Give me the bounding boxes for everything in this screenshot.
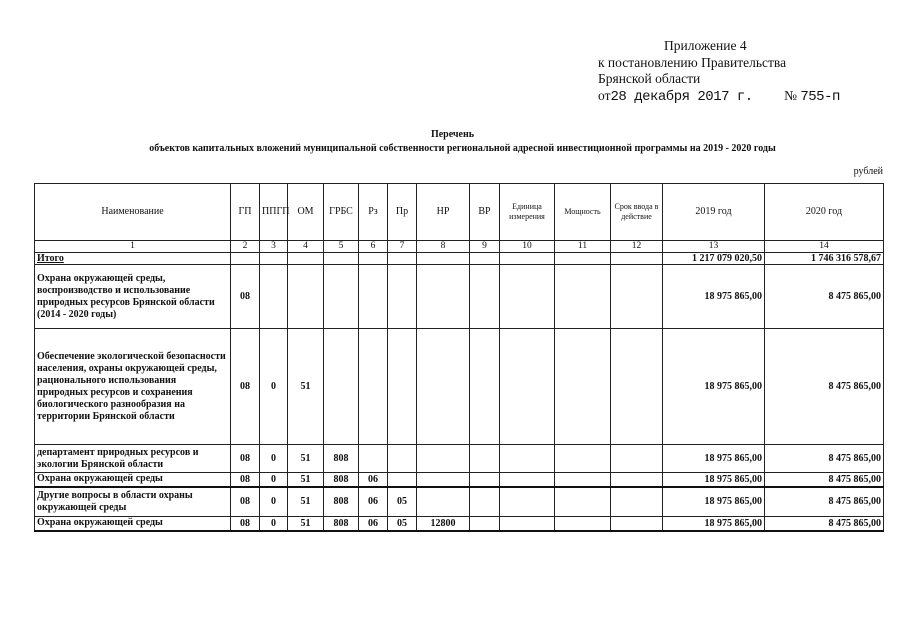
col-header-capacity: Мощность bbox=[555, 184, 611, 241]
table-row bbox=[35, 487, 884, 517]
column-number: 3 bbox=[260, 241, 288, 253]
row-name: Другие вопросы в области охраны окружающей среды bbox=[35, 487, 231, 517]
row-ppgp: 0 bbox=[260, 473, 288, 487]
row-vr bbox=[470, 265, 500, 329]
row-vr bbox=[470, 487, 500, 517]
row-pr bbox=[388, 445, 417, 473]
column-number: 12 bbox=[611, 241, 663, 253]
total-2020: 1 746 316 578,67 bbox=[765, 253, 884, 265]
total-row bbox=[35, 253, 884, 265]
row-nr bbox=[417, 473, 470, 487]
row-grbs: 808 bbox=[324, 487, 359, 517]
row-2019: 18 975 865,00 bbox=[663, 265, 765, 329]
row-grbs bbox=[324, 329, 359, 445]
table-row bbox=[35, 445, 884, 473]
appendix-date-line bbox=[598, 88, 840, 106]
row-gp: 08 bbox=[231, 445, 260, 473]
row-grbs: 808 bbox=[324, 445, 359, 473]
row-2020: 8 475 865,00 bbox=[765, 445, 884, 473]
total-label: Итого bbox=[35, 253, 231, 265]
row-rz: 06 bbox=[359, 473, 388, 487]
col-header-name: Наименование bbox=[35, 184, 231, 241]
row-grbs bbox=[324, 265, 359, 329]
row-2019: 18 975 865,00 bbox=[663, 487, 765, 517]
col-header-gp: ГП bbox=[231, 184, 260, 241]
appendix-region-line: Брянской области bbox=[598, 71, 701, 86]
column-number: 2 bbox=[231, 241, 260, 253]
row-rz: 06 bbox=[359, 487, 388, 517]
resolution-date: 28 декабря 2017 г. bbox=[610, 88, 753, 105]
row-om: 51 bbox=[288, 517, 324, 531]
row-2020: 8 475 865,00 bbox=[765, 265, 884, 329]
column-number: 10 bbox=[500, 241, 555, 253]
row-om: 51 bbox=[288, 329, 324, 445]
row-ppgp: 0 bbox=[260, 517, 288, 531]
row-om: 51 bbox=[288, 473, 324, 487]
col-header-vr: ВР bbox=[470, 184, 500, 241]
document-title: Перечень bbox=[430, 129, 475, 140]
col-header-rz: Рз bbox=[359, 184, 388, 241]
row-vr bbox=[470, 517, 500, 531]
unit-label: рублей bbox=[853, 166, 883, 177]
row-rz bbox=[359, 265, 388, 329]
row-ppgp: 0 bbox=[260, 445, 288, 473]
row-grbs: 808 bbox=[324, 473, 359, 487]
row-vr bbox=[470, 473, 500, 487]
row-pr bbox=[388, 265, 417, 329]
table-row bbox=[35, 473, 884, 487]
appendix-title: Приложение 4 bbox=[664, 38, 747, 53]
row-2020: 8 475 865,00 bbox=[765, 473, 884, 487]
row-rz bbox=[359, 445, 388, 473]
row-ppgp: 0 bbox=[260, 329, 288, 445]
number-label: № bbox=[784, 87, 797, 103]
row-name: департамент природных ресурсов и экологии Брянской области bbox=[35, 445, 231, 473]
column-number: 4 bbox=[288, 241, 324, 253]
row-nr bbox=[417, 445, 470, 473]
row-2020: 8 475 865,00 bbox=[765, 329, 884, 445]
column-number: 11 bbox=[555, 241, 611, 253]
document-subtitle: объектов капитальных вложений муниципальной собственности региональной адресной инвестиционной программы на 2019 - 2020 годы bbox=[149, 143, 776, 154]
col-header-unit: Единица измерения bbox=[500, 184, 555, 241]
col-header-2019: 2019 год bbox=[663, 184, 765, 241]
col-header-commissioning: Срок ввода в действие bbox=[611, 184, 663, 241]
header-row bbox=[35, 184, 884, 241]
column-number: 6 bbox=[359, 241, 388, 253]
date-prefix: от bbox=[598, 87, 611, 103]
row-pr bbox=[388, 473, 417, 487]
row-gp: 08 bbox=[231, 265, 260, 329]
row-rz: 06 bbox=[359, 517, 388, 531]
total-2019: 1 217 079 020,50 bbox=[663, 253, 765, 265]
row-grbs: 808 bbox=[324, 517, 359, 531]
row-rz bbox=[359, 329, 388, 445]
row-nr bbox=[417, 487, 470, 517]
row-pr bbox=[388, 329, 417, 445]
row-gp: 08 bbox=[231, 517, 260, 531]
table-row bbox=[35, 265, 884, 329]
row-pr: 05 bbox=[388, 517, 417, 531]
row-nr bbox=[417, 265, 470, 329]
column-number: 13 bbox=[663, 241, 765, 253]
appendix-header bbox=[598, 38, 840, 105]
row-gp: 08 bbox=[231, 329, 260, 445]
appendix-resolution-line: к постановлению Правительства bbox=[598, 54, 787, 70]
row-vr bbox=[470, 329, 500, 445]
column-number: 8 bbox=[417, 241, 470, 253]
row-2019: 18 975 865,00 bbox=[663, 517, 765, 531]
col-header-om: ОМ bbox=[288, 184, 324, 241]
col-header-pr: Пр bbox=[388, 184, 417, 241]
column-number: 1 bbox=[35, 241, 231, 253]
row-name: Охрана окружающей среды, воспроизводство и использование природных ресурсов Брянской области (2014 - 2020 годы) bbox=[35, 265, 231, 329]
column-number: 7 bbox=[388, 241, 417, 253]
column-number: 5 bbox=[324, 241, 359, 253]
row-vr bbox=[470, 445, 500, 473]
col-header-nr: НР bbox=[417, 184, 470, 241]
row-gp: 08 bbox=[231, 487, 260, 517]
row-name: Обеспечение экологической безопасности населения, охраны окружающей среды, рационального использования природных ресурсов и сохранения биологического разнообразия на территории Брянской области bbox=[35, 329, 231, 445]
row-om: 51 bbox=[288, 445, 324, 473]
row-2020: 8 475 865,00 bbox=[765, 517, 884, 531]
row-2019: 18 975 865,00 bbox=[663, 329, 765, 445]
column-number-row bbox=[35, 241, 884, 253]
row-om: 51 bbox=[288, 487, 324, 517]
col-header-ppgp: ППГП bbox=[260, 184, 288, 241]
row-pr: 05 bbox=[388, 487, 417, 517]
column-number: 14 bbox=[765, 241, 884, 253]
column-number: 9 bbox=[470, 241, 500, 253]
table-row bbox=[35, 517, 884, 531]
investment-table bbox=[34, 183, 884, 532]
row-2019: 18 975 865,00 bbox=[663, 445, 765, 473]
row-ppgp bbox=[260, 265, 288, 329]
row-nr: 12800 bbox=[417, 517, 470, 531]
row-gp: 08 bbox=[231, 473, 260, 487]
row-name: Охрана окружающей среды bbox=[35, 517, 231, 531]
row-name: Охрана окружающей среды bbox=[35, 473, 231, 487]
table-row bbox=[35, 329, 884, 445]
col-header-2020: 2020 год bbox=[765, 184, 884, 241]
row-2019: 18 975 865,00 bbox=[663, 473, 765, 487]
row-2020: 8 475 865,00 bbox=[765, 487, 884, 517]
row-om bbox=[288, 265, 324, 329]
resolution-number: 755-п bbox=[800, 88, 840, 105]
row-nr bbox=[417, 329, 470, 445]
row-ppgp: 0 bbox=[260, 487, 288, 517]
col-header-grbs: ГРБС bbox=[324, 184, 359, 241]
